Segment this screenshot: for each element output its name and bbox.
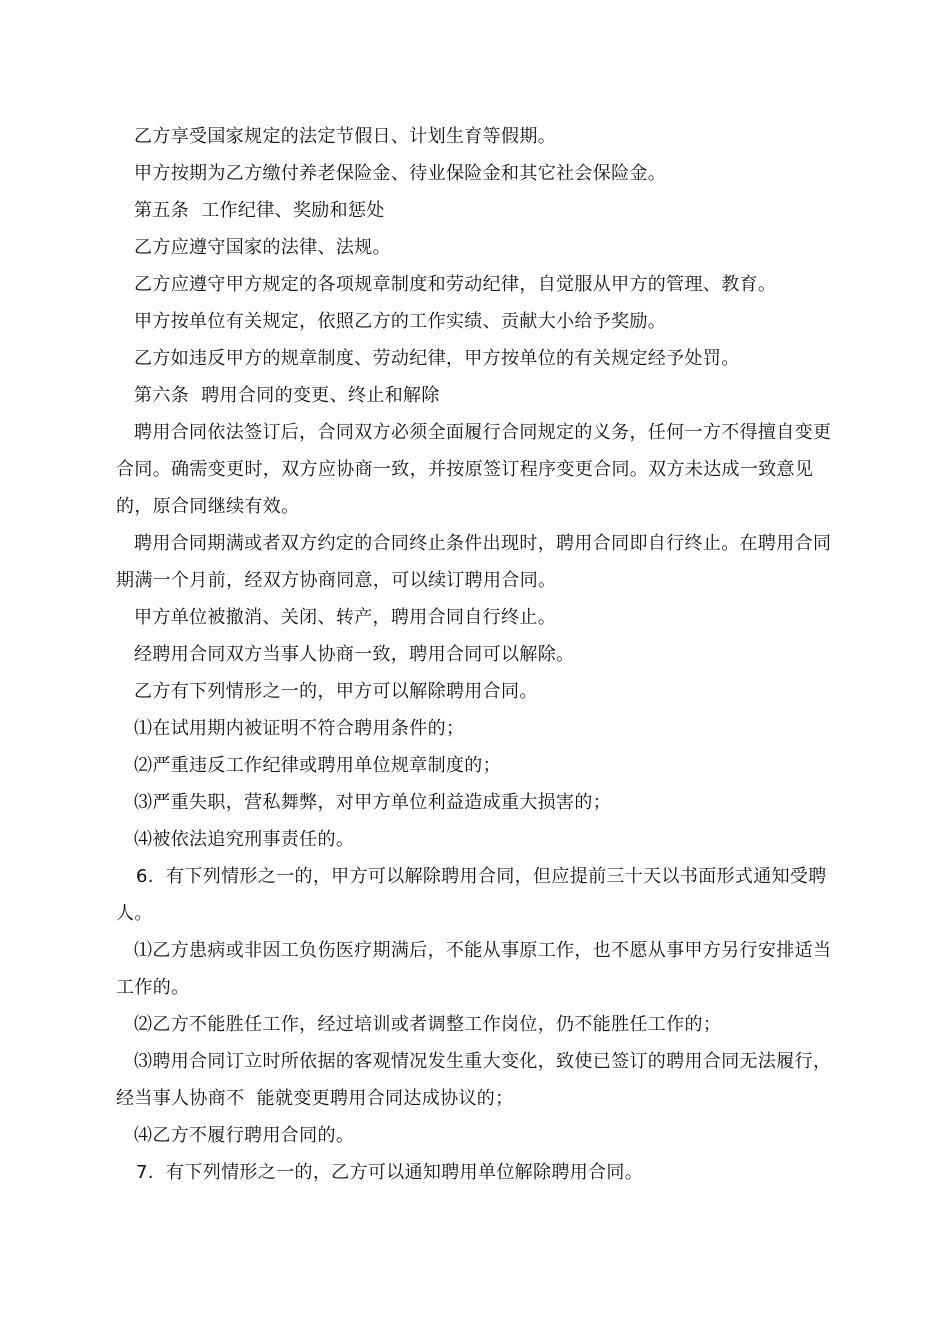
numbered-paragraph: 6. 有下列情形之一的，甲方可以解除聘用合同，但应提前三十天以书面形式通知受聘人。 xyxy=(116,866,827,924)
list-item: ⑶严重失职，营私舞弊，对甲方单位利益造成重大损害的； xyxy=(134,792,612,813)
document-body xyxy=(0,118,950,1191)
list-item: ⑷乙方不履行聘用合同的。 xyxy=(134,1125,355,1146)
paragraph: 乙方享受国家规定的法定节假日、计划生育等假期。 xyxy=(134,126,557,147)
paragraph: 甲方按期为乙方缴付养老保险金、待业保险金和其它社会保险金。 xyxy=(134,163,667,184)
list-item: ⑴乙方患病或非因工负伤医疗期满后，不能从事原工作，也不愿从事甲方另行安排适当工作的。 xyxy=(116,940,832,998)
paragraph: 聘用合同期满或者双方约定的合同终止条件出现时，聘用合同即自行终止。在聘用合同期满一个月前，经双方协商同意，可以续订聘用合同。 xyxy=(116,533,832,591)
paragraph: 乙方有下列情形之一的，甲方可以解除聘用合同。 xyxy=(134,681,538,702)
paragraph: 乙方应遵守甲方规定的各项规章制度和劳动纪律，自觉服从甲方的管理、教育。 xyxy=(134,274,777,295)
list-item: ⑷被依法追究刑事责任的。 xyxy=(134,829,355,850)
paragraph: 乙方应遵守国家的法律、法规。 xyxy=(134,237,391,258)
list-item: ⑵乙方不能胜任工作，经过培训或者调整工作岗位，仍不能胜任工作的； xyxy=(134,1014,722,1035)
list-item: ⑶聘用合同订立时所依据的客观情况发生重大变化，致使已签订的聘用合同无法履行，经当事人协商不 能就变更聘用合同达成协议的； xyxy=(116,1051,832,1109)
paragraph: 甲方单位被撤消、关闭、转产，聘用合同自行终止。 xyxy=(134,607,557,628)
paragraph: 乙方如违反甲方的规章制度、劳动纪律，甲方按单位的有关规定经予处罚。 xyxy=(134,348,740,369)
paragraph: 聘用合同依法签订后，合同双方必须全面履行合同规定的义务，任何一方不得擅自变更合同。确需变更时，双方应协商一致，并按原签订程序变更合同。双方未达成一致意见的，原合同继续有效。 xyxy=(116,422,832,517)
section-heading: 第六条 聘用合同的变更、终止和解除 xyxy=(134,385,440,406)
paragraph: 甲方按单位有关规定，依照乙方的工作实绩、贡献大小给予奖励。 xyxy=(134,311,667,332)
list-item: ⑴在试用期内被证明不符合聘用条件的； xyxy=(134,718,465,739)
list-item: ⑵严重违反工作纪律或聘用单位规章制度的； xyxy=(134,755,501,776)
paragraph: 经聘用合同双方当事人协商一致，聘用合同可以解除。 xyxy=(134,644,575,665)
numbered-paragraph: 7. 有下列情形之一的，乙方可以通知聘用单位解除聘用合同。 xyxy=(136,1162,644,1183)
section-heading: 第五条 工作纪律、奖励和惩处 xyxy=(134,200,385,221)
